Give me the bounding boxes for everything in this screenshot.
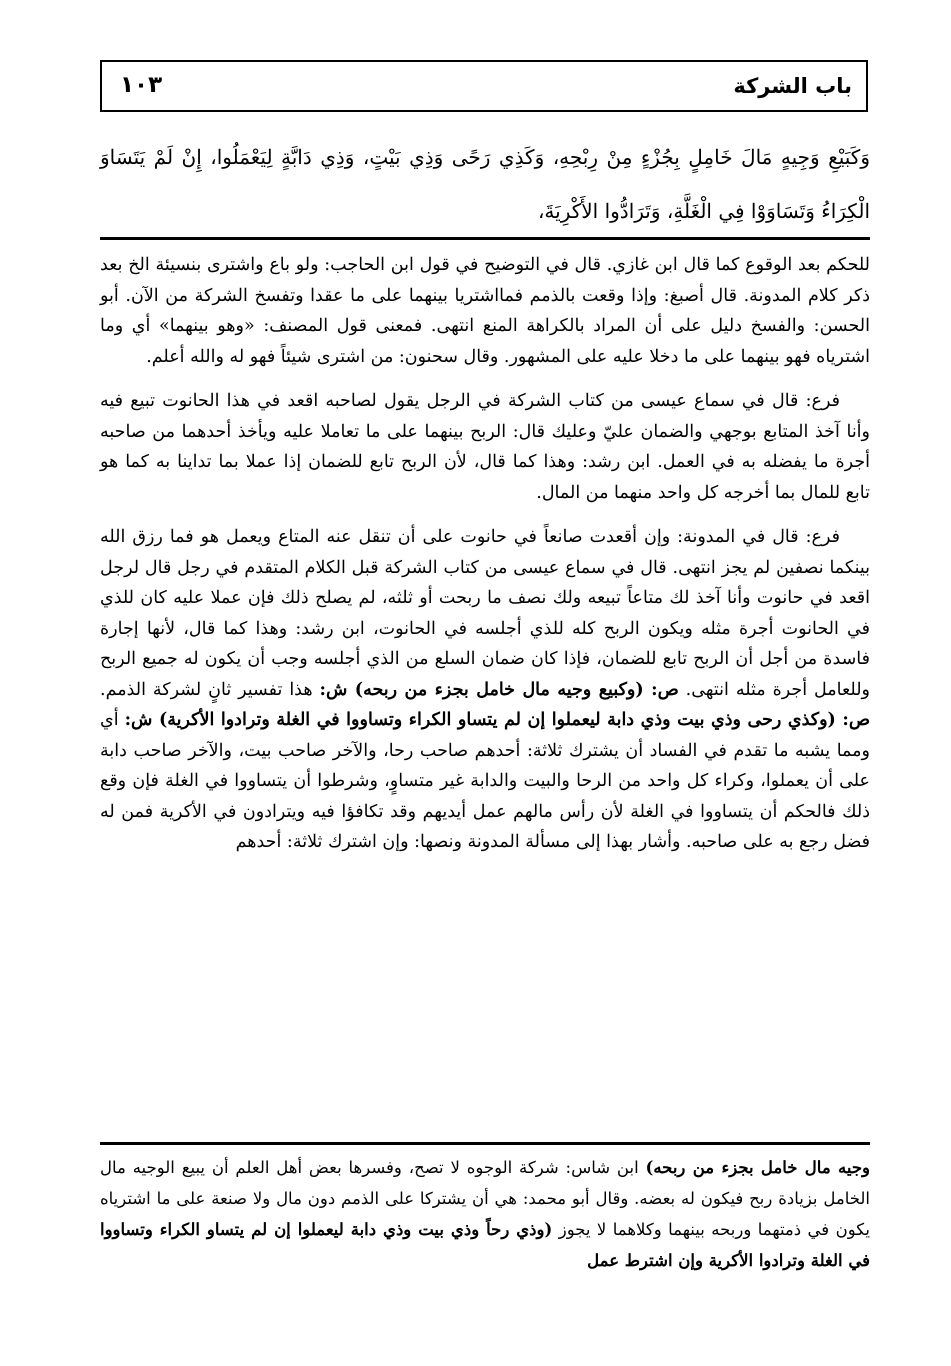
page-header (100, 60, 868, 112)
paragraph-3-part-b: هذا تفسير ثانٍ لشركة الذمم. (100, 679, 320, 700)
footnote-commentary (100, 1152, 870, 1276)
footnote-quote-1: وجيه مال خامل بجزء من ربحه) (645, 1158, 870, 1177)
page-number: ١٠٣ (120, 72, 163, 98)
matn-quote-2: ص: (وكذي رحى وذي بيت وذي دابة ليعملوا إن لم يتساو الكراء وتساووا في الغلة وترادوا الأكرية) ش: (124, 710, 870, 730)
book-page (100, 60, 872, 1320)
chapter-title: باب الشركة (733, 74, 852, 98)
paragraph-3-part-a: فرع: قال في المدونة: وإن أقعدت صانعاً في حانوت على أن تنقل عنه المتاع ويعمل هو فما رزق الله بينكما نصفين لم يجز انتهى. قال في سماع عيسى من كتاب الشركة قبل الكلام المتقدم في رجل قال لرجل اقعد في حانوت وأنا آخذ لك متاعاً تبيعه ولك نصف ما ربحت أو ثلثه، لم يصلح ذلك فإن عملا عليه كان للذي في الحانوت أجرة مثله ويكون الربح كله للذي أجلسه في الحانوت، ابن رشد: وهذا كما قال، لأنها إجارة فاسدة من أجل أن الربح تابع للضمان، فإذا كان ضمان السلع من الذي أجلسه وجب أن يكون له جميع الربح وللعامل أجرة مثله انتهى. (100, 527, 870, 700)
paragraph-3 (100, 522, 870, 858)
footnote-quote-2: (وذي رحاً وذي بيت وذي دابة ليعملوا إن لم يتساو الكراء وتساووا في الغلة وترادوا الأكرية وإن اشترط عمل (100, 1220, 870, 1270)
matn-quote-1: ص: (وكبيع وجيه مال خامل بجزء من ربحه) ش: (319, 679, 679, 700)
divider-top (100, 237, 870, 240)
main-text-verse: وَكَبَيْعِ وَجِيهٍ مَالَ خَامِلٍ بِجُزْءٍ مِنْ رِبْحِهِ، وَكَذِي رَحًى وَذِي بَيْتٍ، وَذِي دَابَّةٍ لِيَعْمَلُوا، إِنْ لَمْ يَتَسَاوَ الْكِرَاءُ وَتَسَاوَوْا فِي الْغَلَّةِ، وَتَرَادُّوا الأَكْرِيَةَ، (100, 145, 870, 223)
divider-bottom (100, 1142, 870, 1145)
footnote-text: ابن شاس: شركة الوجوه لا تصح، وفسرها بعض أهل العلم أن يبيع الوجيه مال الخامل بزيادة ربح فيكون له بعضه. وقال أبو محمد: هي أن يشتركا على الذمم دون مال ولا صنعة على ما اشترياه يكون في ذمتهما وربحه بينهما وكلاهما لا يجوز (100, 1158, 870, 1239)
paragraph-3-part-c: أي ومما يشبه ما تقدم في الفساد أن يشترك ثلاثة: أحدهم صاحب رحا، والآخر صاحب بيت، والآخر صاحب دابة على أن يعملوا، وكراء كل واحد من الرحا والبيت والدابة غير متساوٍ، وشرطوا أن يتساووا في الغلة فإن وقع ذلك فالحكم أن يتساووا في الغلة لأن رأس مالهم عمل أيديهم وقد تكافؤا فيه ويترادون في الأكرية فمن له فضل رجع به على صاحبه. وأشار بهذا إلى مسألة المدونة ونصها: وإن اشترك ثلاثة: أحدهم (100, 710, 870, 852)
commentary-body (100, 250, 870, 872)
paragraph-1: للحكم بعد الوقوع كما قال ابن غازي. قال في التوضيح في قول ابن الحاجب: ولو باع واشترى بنسيئة الخ بعد ذكر كلام المدونة. قال أصبغ: وإذا وقعت بالذمم فمااشتريا بينهما على ما عقدا وتفسخ الشركة من الآن. أبو الحسن: والفسخ دليل على أن المراد بالكراهة المنع انتهى. فمعنى قول المصنف: «وهو بينهما» أي وما اشترياه فهو بينهما على ما دخلا عليه على المشهور. وقال سحنون: من اشترى شيئاً فهو له والله أعلم. (100, 255, 870, 367)
paragraph-2: فرع: قال في سماع عيسى من كتاب الشركة في الرجل يقول لصاحبه اقعد في هذا الحانوت تبيع فيه وأنا آخذ المتابع بوجهي والضمان عليّ وعليك قال: الربح بينهما على ما تعاملا عليه ويأخذ أحدهما من صاحبه أجرة ما يفضله به في العمل. ابن رشد: وهذا كما قال، لأن الربح تابع للضمان إذا عملا بما تداينا به كما هو تابع للمال بما أخرجه كل واحد منهما من المال. (100, 391, 870, 503)
